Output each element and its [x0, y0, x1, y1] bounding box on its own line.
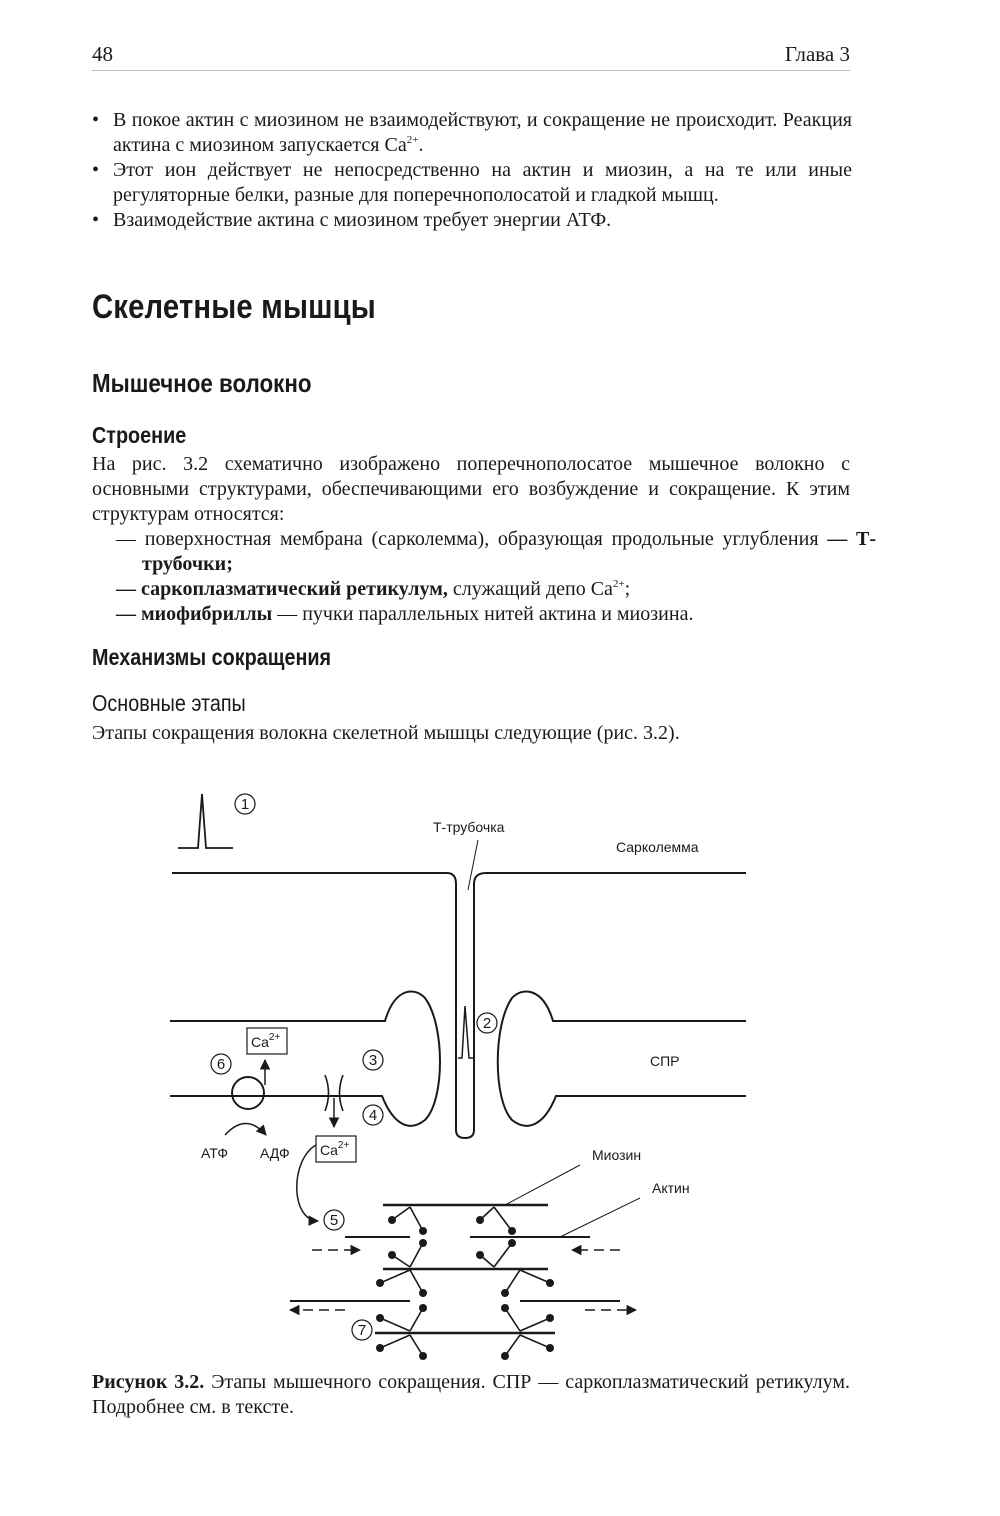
bullet-text: В покое актин с миозином не взаимодействуют, и сокращение не происходит. Реакция актина с миозином запускается Ca [113, 109, 852, 156]
bullet-text-tail: . [418, 134, 424, 156]
heading-mechanisms: Механизмы сокращения [92, 644, 332, 670]
step-3: 3 [368, 1052, 378, 1069]
myosin-heads [380, 1207, 550, 1293]
item-tail: ; [624, 578, 631, 600]
calcium-channel-icon [325, 1075, 329, 1111]
spr-right-cistern [498, 991, 746, 1125]
page-number: 48 [92, 42, 113, 66]
figure-caption [92, 1370, 850, 1420]
heading-muscle-fiber: Мышечное волокно [92, 368, 312, 398]
sarcolemma-membrane [172, 873, 746, 1138]
item-text: поверхностная мембрана (сарколемма), образующая продольные углубления [144, 528, 819, 550]
bullet-item [92, 208, 852, 233]
structure-item [116, 577, 876, 602]
heading-skeletal-muscles: Скелетные мышцы [92, 288, 376, 326]
step-4: 4 [368, 1107, 378, 1124]
structure-item [116, 602, 876, 627]
mechanisms-paragraph: Этапы сокращения волокна скелетной мышцы следующие (рис. 3.2). [92, 722, 680, 744]
figure-muscle-contraction-diagram [0, 780, 1000, 1360]
label-sarcolemma: Сарколемма [616, 839, 699, 855]
step-7: 7 [357, 1322, 367, 1339]
step-1: 1 [240, 796, 250, 813]
calcium-path-arrow [297, 1145, 318, 1221]
heading-structure: Строение [92, 422, 187, 448]
label-atp: АТФ [201, 1145, 228, 1161]
label-actin: Актин [652, 1180, 690, 1196]
item-bold: — Т-трубочки; [142, 528, 877, 575]
action-potential-spike-icon [178, 794, 233, 848]
item-bold: саркоплазматический ретикулум, [141, 578, 448, 600]
step-6: 6 [216, 1056, 226, 1073]
label-myosin: Миозин [592, 1147, 642, 1163]
caption-text: Этапы мышечного сокращения. СПР — саркоплазматический ретикулум. Подробнее см. в тексте. [92, 1371, 850, 1418]
dash-marker: — [116, 603, 136, 625]
structure-item [116, 527, 876, 577]
item-text: — пучки параллельных нитей актина и миозина. [272, 603, 694, 625]
label-spr: СПР [650, 1053, 680, 1069]
superscript: 2+ [612, 578, 625, 590]
dash-marker: — [116, 528, 136, 550]
label-t-tubule: Т-трубочка [433, 819, 505, 835]
bullet-marker: • [92, 159, 100, 181]
step-2: 2 [482, 1015, 492, 1032]
dash-marker: — [116, 578, 136, 600]
bullet-item [92, 108, 852, 158]
bullet-marker: • [92, 109, 100, 131]
intro-bullet-list [92, 108, 852, 233]
caption-label: Рисунок 3.2. [92, 1371, 205, 1393]
spr-left-cistern [170, 991, 440, 1125]
bullet-text: Взаимодействие актина с миозином требует энергии АТФ. [113, 209, 612, 231]
superscript: 2+ [406, 134, 419, 146]
calcium-pump-icon [232, 1077, 264, 1109]
chapter-title: Глава 3 [784, 42, 850, 66]
bullet-text: Этот ион действует не непосредственно на актин и миозин, а на те или иные регуляторные белки, разные для поперечнополосатой и гладкой мышц. [113, 159, 852, 206]
t-tubule-spike-icon [458, 1006, 473, 1058]
heading-main-stages: Основные этапы [92, 690, 246, 716]
t-tubule-pointer [468, 840, 478, 890]
page-header [92, 40, 850, 71]
bullet-marker: • [92, 209, 100, 231]
bullet-item [92, 158, 852, 208]
label-ca-top: $Ca^{2+}$ [251, 1032, 281, 1050]
item-text: служащий депо Ca [447, 578, 613, 600]
label-adp: АДФ [260, 1145, 290, 1161]
atp-adp-arrow [225, 1124, 266, 1136]
step-5: 5 [329, 1212, 339, 1229]
structure-paragraph: На рис. 3.2 схематично изображено поперечнополосатое мышечное волокно с основными структурами, обеспечивающими его возбуждение и сокращение. К этим структурам относятся: [92, 453, 850, 525]
label-ca-bottom: $Ca^{2+}$ [320, 1140, 350, 1158]
item-bold: миофибриллы [141, 603, 273, 625]
